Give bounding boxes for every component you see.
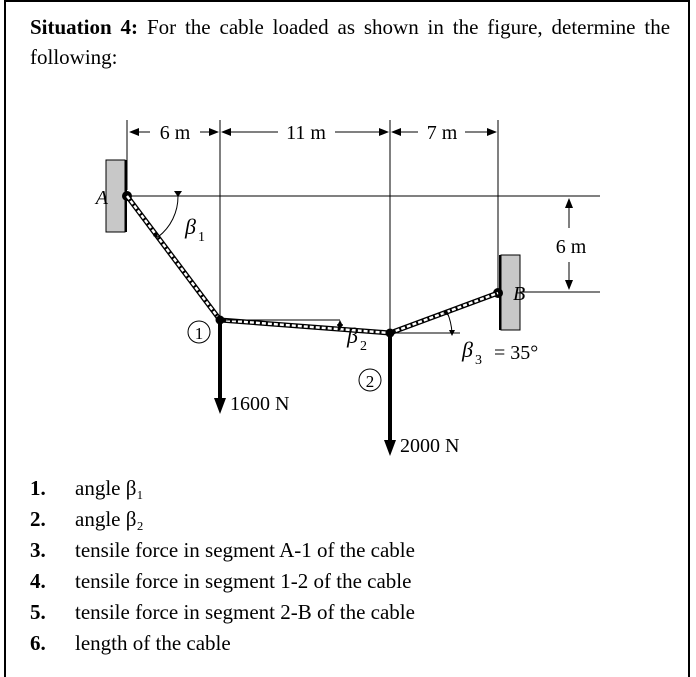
task-item: 2. angle β₂ — [30, 507, 144, 531]
angle-beta3 — [443, 310, 538, 368]
situation-text: For the cable loaded as shown in the figure, determine the following: — [30, 15, 671, 69]
label-A: A — [95, 187, 108, 209]
load-1600-label: 1600 N — [230, 393, 290, 415]
task-list — [30, 473, 415, 659]
label-B: B — [513, 283, 526, 305]
situation-label: Situation 4: — [30, 15, 139, 39]
angle-beta1 — [153, 191, 205, 245]
beta3-value: = 35° — [494, 342, 539, 364]
beta1-symbol: β — [185, 214, 196, 239]
task-item: 6. length of the cable — [30, 631, 231, 655]
dim-7m: 7 m — [426, 122, 458, 144]
beta3-subscript: 3 — [475, 353, 482, 368]
load-2000 — [384, 335, 459, 457]
svg-text:1: 1 — [194, 324, 204, 343]
beta2-symbol: β — [347, 323, 358, 348]
support-A — [94, 160, 132, 232]
vertical-dimension — [556, 199, 587, 289]
dim-11m: 11 m — [286, 122, 326, 144]
svg-text:2: 2 — [365, 372, 375, 391]
dim-6m: 6 m — [159, 122, 191, 144]
cable — [127, 196, 498, 338]
top-dimension — [127, 120, 498, 332]
task-item: 4. tensile force in segment 1-2 of the cable — [30, 569, 412, 593]
task-item: 5. tensile force in segment 2-B of the cable — [30, 600, 415, 624]
beta1-subscript: 1 — [198, 230, 205, 245]
beta3-symbol: β — [462, 337, 473, 362]
load-1600 — [214, 322, 289, 415]
load-2000-label: 2000 N — [400, 435, 460, 457]
node1-label — [188, 321, 210, 343]
task-item: 3. tensile force in segment A-1 of the cable — [30, 538, 415, 562]
angle-beta2 — [337, 320, 367, 354]
dim-6m-vertical: 6 m — [555, 236, 587, 258]
node2-label — [359, 369, 381, 391]
beta2-subscript: 2 — [360, 339, 367, 354]
task-item: 1. angle β₁ — [30, 476, 144, 500]
